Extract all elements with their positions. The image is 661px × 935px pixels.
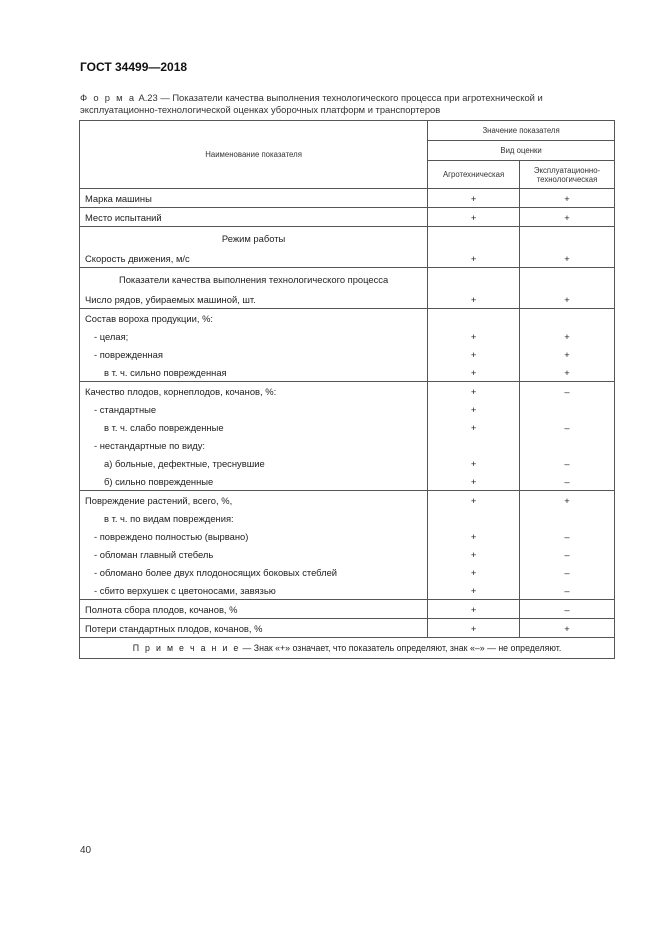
row-agro-value: + — [428, 189, 520, 208]
table-row — [80, 189, 615, 208]
row-expl-value: + — [520, 345, 615, 363]
table-note-row — [80, 638, 615, 659]
row-agro-value: + — [428, 527, 520, 545]
row-expl-value: – — [520, 454, 615, 472]
table-row — [80, 290, 615, 309]
row-agro-value — [428, 268, 520, 291]
table-row — [80, 418, 615, 436]
header-indicator-name: Наименование показателя — [80, 121, 428, 189]
row-agro-value: + — [428, 208, 520, 227]
note-text: — Знак «+» означает, что показатель определяют, знак «–» — не определяют. — [240, 643, 562, 653]
row-expl-value: + — [520, 491, 615, 510]
row-agro-value: + — [428, 363, 520, 382]
table-row — [80, 581, 615, 600]
row-agro-value: + — [428, 563, 520, 581]
table-row — [80, 382, 615, 401]
row-label: Качество плодов, корнеплодов, кочанов, %: — [80, 382, 428, 401]
document-code: ГОСТ 34499—2018 — [80, 60, 188, 74]
row-label: б) сильно поврежденные — [80, 472, 428, 491]
row-agro-value — [428, 227, 520, 250]
row-expl-value: – — [520, 600, 615, 619]
row-label: - повреждено полностью (вырвано) — [80, 527, 428, 545]
row-expl-value: + — [520, 327, 615, 345]
header-agrotechnical: Агротехническая — [428, 161, 520, 189]
row-label: - стандартные — [80, 400, 428, 418]
row-label: в т. ч. по видам повреждения: — [80, 509, 428, 527]
row-label: - нестандартные по виду: — [80, 436, 428, 454]
row-expl-value: + — [520, 290, 615, 309]
row-expl-value: – — [520, 527, 615, 545]
table-row — [80, 227, 615, 250]
row-expl-value: – — [520, 418, 615, 436]
table-row — [80, 563, 615, 581]
row-label: Повреждение растений, всего, %, — [80, 491, 428, 510]
table-row — [80, 491, 615, 510]
row-agro-value: + — [428, 400, 520, 418]
row-agro-value: + — [428, 454, 520, 472]
row-label: Потери стандартных плодов, кочанов, % — [80, 619, 428, 638]
row-agro-value: + — [428, 600, 520, 619]
form-title — [80, 92, 616, 115]
row-label: Марка машины — [80, 189, 428, 208]
row-expl-value — [520, 268, 615, 291]
row-expl-value — [520, 436, 615, 454]
header-evaluation-type: Вид оценки — [428, 141, 615, 161]
row-expl-value: + — [520, 619, 615, 638]
table-row — [80, 436, 615, 454]
row-label: в т. ч. слабо поврежденные — [80, 418, 428, 436]
row-agro-value: + — [428, 418, 520, 436]
row-agro-value: + — [428, 581, 520, 600]
row-agro-value: + — [428, 491, 520, 510]
section-heading: Режим работы — [80, 227, 428, 250]
table-row — [80, 454, 615, 472]
form-title-text: А.23 — Показатели качества выполнения технологического процесса при агротехнической и эксплуатационно-технологической оценках уборочных платформ и транспортеров — [80, 92, 543, 115]
note-word: П р и м е ч а н и е — [132, 643, 241, 653]
row-expl-value: + — [520, 189, 615, 208]
row-label: - целая; — [80, 327, 428, 345]
table-row — [80, 345, 615, 363]
row-expl-value: – — [520, 472, 615, 491]
row-expl-value: – — [520, 382, 615, 401]
row-expl-value: – — [520, 563, 615, 581]
table-row — [80, 509, 615, 527]
table-row — [80, 545, 615, 563]
indicators-table — [79, 120, 615, 659]
row-label: в т. ч. сильно поврежденная — [80, 363, 428, 382]
table-row — [80, 268, 615, 291]
table-row — [80, 327, 615, 345]
row-expl-value — [520, 309, 615, 328]
row-label: Состав вороха продукции, %: — [80, 309, 428, 328]
table-note — [80, 638, 615, 659]
row-label: Скорость движения, м/с — [80, 249, 428, 268]
row-label: Полнота сбора плодов, кочанов, % — [80, 600, 428, 619]
table-row — [80, 249, 615, 268]
row-expl-value: + — [520, 363, 615, 382]
row-label: - обломано более двух плодоносящих боковых стеблей — [80, 563, 428, 581]
row-agro-value — [428, 509, 520, 527]
row-agro-value: + — [428, 249, 520, 268]
row-expl-value: + — [520, 208, 615, 227]
row-agro-value: + — [428, 327, 520, 345]
row-agro-value: + — [428, 619, 520, 638]
row-label: - сбито верхушек с цветоносами, завязью — [80, 581, 428, 600]
table-row — [80, 600, 615, 619]
row-label: - обломан главный стебель — [80, 545, 428, 563]
row-label: а) больные, дефектные, треснувшие — [80, 454, 428, 472]
row-expl-value — [520, 400, 615, 418]
row-label: Место испытаний — [80, 208, 428, 227]
table-row — [80, 527, 615, 545]
table-row — [80, 472, 615, 491]
row-agro-value: + — [428, 545, 520, 563]
table-row — [80, 309, 615, 328]
row-expl-value — [520, 509, 615, 527]
row-agro-value: + — [428, 345, 520, 363]
row-agro-value: + — [428, 290, 520, 309]
row-agro-value — [428, 436, 520, 454]
row-expl-value: + — [520, 249, 615, 268]
row-expl-value: – — [520, 545, 615, 563]
page-number: 40 — [80, 845, 92, 856]
section-heading: Показатели качества выполнения технологического процесса — [80, 268, 428, 291]
row-expl-value: – — [520, 581, 615, 600]
header-operational: Эксплуатационно-технологическая — [520, 161, 615, 189]
row-agro-value: + — [428, 382, 520, 401]
table-row — [80, 208, 615, 227]
table-row — [80, 363, 615, 382]
row-expl-value — [520, 227, 615, 250]
row-agro-value: + — [428, 472, 520, 491]
table-row — [80, 400, 615, 418]
row-agro-value — [428, 309, 520, 328]
header-indicator-value: Значение показателя — [428, 121, 615, 141]
row-label: Число рядов, убираемых машиной, шт. — [80, 290, 428, 309]
form-word: Ф о р м а — [80, 92, 136, 103]
row-label: - поврежденная — [80, 345, 428, 363]
table-row — [80, 619, 615, 638]
